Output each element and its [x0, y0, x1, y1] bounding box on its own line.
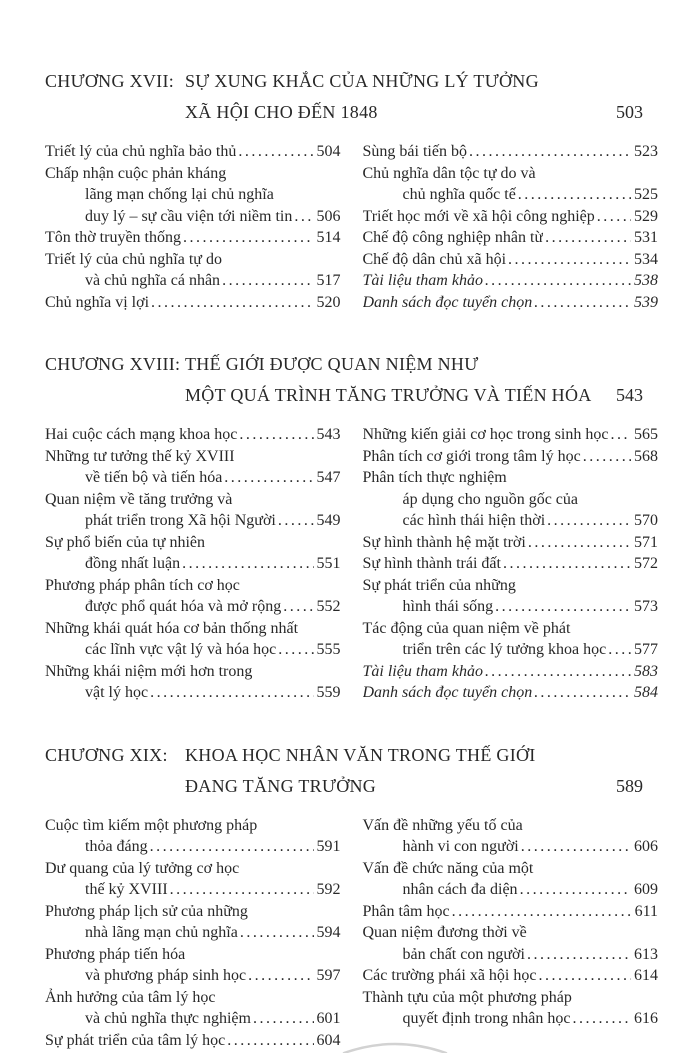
dot-leader	[251, 1008, 314, 1030]
entry-page-number: 577	[634, 641, 658, 658]
toc-entry	[45, 446, 341, 489]
entry-text: chủ nghĩa quốc tế	[402, 186, 516, 203]
dot-leader	[516, 184, 631, 206]
entry-line	[45, 553, 341, 575]
entry-text: được phổ quát hóa và mở rộng	[85, 598, 282, 615]
entry-line	[363, 446, 659, 468]
entry-text: nhân cách đa diện	[402, 881, 518, 898]
toc-entry	[363, 858, 659, 901]
toc-entry	[45, 489, 341, 532]
entry-line: Dư quang của lý tưởng cơ học	[45, 859, 240, 877]
toc-entry	[45, 424, 341, 446]
entry-line: Những khái niệm mới hơn trong	[45, 662, 253, 680]
chapter-label: CHƯƠNG XVII:	[45, 71, 175, 91]
entry-line	[363, 596, 659, 618]
entry-text: Triết lý của chủ nghĩa bảo thủ	[45, 143, 237, 160]
toc-column	[45, 141, 341, 313]
dot-leader	[501, 553, 631, 575]
entry-line: Tác động của quan niệm về phát	[362, 619, 571, 637]
dot-leader	[450, 901, 632, 923]
entry-text: Tài liệu tham khảo	[362, 272, 483, 289]
dot-leader	[180, 553, 313, 575]
entry-page-number: 538	[634, 272, 658, 289]
entry-line	[363, 661, 659, 683]
entry-line	[363, 510, 659, 532]
dot-leader	[543, 227, 631, 249]
chapter-title-line: ĐANG TĂNG TRƯỞNG	[185, 775, 377, 796]
dot-leader	[525, 944, 631, 966]
entry-line	[363, 639, 659, 661]
dot-leader	[526, 532, 631, 554]
dot-leader	[237, 424, 313, 446]
entry-page-number: 568	[634, 447, 658, 465]
entry-line: Phân tích thực nghiệm	[362, 469, 507, 486]
toc-column	[45, 815, 341, 1052]
entry-text: Sự hình thành trái đất	[362, 555, 501, 572]
dot-leader	[518, 879, 631, 901]
entry-page-number: 614	[634, 967, 658, 984]
entry-page-number: 597	[316, 967, 341, 984]
entry-line	[45, 141, 341, 163]
chapter-title-line: MỘT QUÁ TRÌNH TĂNG TRƯỞNG VÀ TIẾN HÓA	[185, 385, 592, 405]
toc-entry	[45, 661, 341, 704]
toc-entry	[363, 227, 659, 249]
entry-page-number: 523	[634, 143, 658, 160]
entry-text: về tiến bộ và tiến hóa	[85, 469, 223, 486]
entry-line	[363, 249, 659, 271]
entry-line	[363, 270, 659, 292]
toc-entry	[363, 682, 659, 704]
entry-page-number: 594	[316, 924, 341, 941]
dot-leader	[570, 1008, 631, 1030]
toc-entry	[363, 270, 659, 292]
entry-line: Sự phát triển của những	[362, 576, 516, 594]
entry-line	[45, 1008, 341, 1030]
dot-leader	[292, 206, 313, 228]
entry-line	[363, 184, 659, 206]
entry-text: Chế độ công nghiệp nhân từ	[362, 229, 544, 246]
entry-line	[363, 901, 659, 923]
toc-entry	[363, 206, 659, 228]
chapter-label: CHƯƠNG XIX:	[45, 744, 168, 765]
entry-text: Phân tâm học	[362, 902, 450, 920]
entry-line: Phương pháp lịch sử của những	[45, 902, 248, 920]
entry-line	[45, 467, 341, 489]
entry-page-number: 517	[316, 272, 341, 289]
chapter-header	[45, 740, 658, 802]
entry-text: Sự phát triển của tâm lý học	[45, 1031, 226, 1049]
entry-page-number: 613	[634, 945, 658, 963]
entry-line	[363, 944, 659, 966]
entry-text: duy lý – sự cầu viện tới niềm tin	[85, 207, 293, 225]
entry-line: Vấn đề chức năng của một	[362, 859, 534, 877]
chapter-section	[45, 349, 658, 704]
entry-line	[363, 553, 659, 575]
entry-line: Thành tựu của một phương pháp	[362, 988, 572, 1006]
entry-line	[363, 1008, 659, 1030]
entry-line	[45, 922, 341, 944]
chapter-title	[185, 66, 604, 128]
entry-line	[45, 206, 341, 228]
entry-line	[45, 879, 341, 901]
dot-leader	[181, 227, 314, 249]
chapter-title	[185, 740, 604, 802]
entry-line	[363, 879, 659, 901]
entry-line	[45, 836, 341, 858]
entry-line: lãng mạn chống lại chủ nghĩa	[85, 186, 274, 203]
entry-text: Danh sách đọc tuyển chọn	[362, 293, 533, 311]
entry-text: các hình thái hiện thời	[402, 512, 546, 529]
dot-leader	[148, 682, 313, 704]
entry-line	[363, 532, 659, 554]
entry-text: Hai cuộc cách mạng khoa học	[45, 426, 238, 443]
entry-line	[45, 1030, 341, 1052]
entry-line	[45, 639, 341, 661]
entry-page-number: 611	[634, 902, 658, 920]
entry-line	[45, 424, 341, 446]
entry-line: Ảnh hưởng của tâm lý học	[45, 988, 216, 1006]
entry-line	[363, 292, 659, 314]
toc-column	[363, 424, 659, 704]
entry-page-number: 549	[316, 512, 341, 529]
entry-text: Chủ nghĩa vị lợi	[45, 293, 150, 311]
entry-page-number: 573	[634, 598, 658, 615]
entry-line	[363, 141, 659, 163]
dot-leader	[532, 292, 631, 314]
entry-line: Quan niệm về tăng trưởng và	[45, 490, 233, 508]
entry-text: Triết học mới về xã hội công nghiệp	[362, 207, 595, 225]
entry-page-number: 591	[316, 838, 341, 855]
entry-line	[45, 965, 341, 987]
entry-line	[363, 682, 659, 704]
dot-leader	[483, 661, 631, 683]
dot-leader	[483, 270, 631, 292]
entry-page-number: 525	[634, 186, 658, 203]
entry-page-number: 572	[634, 555, 658, 572]
dot-leader	[532, 682, 631, 704]
toc-columns	[45, 815, 658, 1052]
entry-text: Sùng bái tiến bộ	[362, 143, 467, 160]
chapter-header	[45, 66, 658, 128]
toc-entry	[363, 553, 659, 575]
entry-page-number: 551	[316, 555, 341, 572]
entry-text: các lĩnh vực vật lý và hóa học	[85, 641, 277, 658]
entry-page-number: 584	[634, 684, 658, 701]
dot-leader	[246, 965, 313, 987]
toc-entry	[363, 965, 659, 987]
dot-leader	[276, 510, 314, 532]
entry-page-number: 506	[316, 207, 341, 225]
entry-page-number: 571	[634, 533, 658, 551]
toc-entry	[363, 249, 659, 271]
chapter-title-line: KHOA HỌC NHÂN VĂN TRONG THẾ GIỚI	[185, 744, 536, 765]
entry-text: hành vi con người	[402, 838, 519, 855]
entry-page-number: 565	[634, 426, 658, 443]
entry-text: hình thái sống	[402, 598, 494, 615]
entry-line: Sự phổ biến của tự nhiên	[45, 533, 205, 551]
entry-text: vật lý học	[85, 684, 149, 701]
dot-leader	[606, 639, 631, 661]
toc-columns	[45, 141, 658, 313]
entry-text: và phương pháp sinh học	[85, 967, 247, 984]
entry-page-number: 547	[316, 469, 341, 486]
toc-entry	[45, 858, 341, 901]
entry-line	[363, 206, 659, 228]
entry-line: Phương pháp tiến hóa	[45, 945, 186, 963]
entry-line: Triết lý của chủ nghĩa tự do	[45, 250, 222, 268]
toc-entry	[363, 446, 659, 468]
toc-entry	[45, 249, 341, 292]
toc-entry	[45, 575, 341, 618]
entry-line: Những khái quát hóa cơ bản thống nhất	[45, 619, 299, 637]
entry-page-number: 504	[316, 143, 341, 160]
toc-entry	[363, 163, 659, 206]
entry-line	[45, 596, 341, 618]
toc-column	[363, 815, 659, 1052]
entry-line	[363, 227, 659, 249]
entry-text: Danh sách đọc tuyển chọn	[362, 684, 533, 701]
chapter-header	[45, 349, 658, 411]
entry-page-number: 520	[316, 293, 341, 311]
dot-leader	[238, 922, 314, 944]
entry-page-number: 604	[316, 1031, 341, 1049]
dot-leader	[595, 206, 631, 228]
toc-entry	[363, 467, 659, 532]
toc-sections	[45, 66, 658, 1051]
entry-text: Sự hình thành hệ mặt trời	[362, 533, 526, 551]
chapter-title	[185, 349, 604, 411]
toc-entry	[45, 987, 341, 1030]
entry-page-number: 552	[316, 598, 341, 615]
entry-text: bản chất con người	[402, 945, 525, 963]
entry-line	[45, 682, 341, 704]
entry-page-number: 609	[634, 881, 658, 898]
chapter-page-number: 589	[616, 775, 643, 796]
entry-text: Tôn thờ truyền thống	[45, 229, 181, 246]
entry-text: Tài liệu tham khảo	[362, 662, 483, 680]
dot-leader	[276, 639, 313, 661]
toc-entry	[363, 815, 659, 858]
toc-entry	[45, 618, 341, 661]
toc-column	[45, 424, 341, 704]
entry-page-number: 529	[634, 207, 658, 225]
chapter-title-line: SỰ XUNG KHẮC CỦA NHỮNG LÝ TƯỞNG	[185, 71, 539, 91]
toc-columns	[45, 424, 658, 704]
chapter-section	[45, 66, 658, 313]
toc-entry	[363, 141, 659, 163]
chapter-label: CHƯƠNG XVIII:	[45, 354, 181, 374]
entry-page-number: 592	[316, 881, 341, 898]
dot-leader	[225, 1030, 313, 1052]
dot-leader	[608, 424, 631, 446]
chapter-title-line: XÃ HỘI CHO ĐẾN 1848	[185, 102, 378, 122]
toc-entry	[363, 532, 659, 554]
dot-leader	[467, 141, 631, 163]
entry-text: quyết định trong nhân học	[402, 1010, 571, 1027]
toc-entry	[363, 292, 659, 314]
entry-line: Chấp nhận cuộc phản kháng	[45, 164, 227, 182]
toc-entry	[45, 163, 341, 228]
entry-page-number: 570	[634, 512, 658, 529]
dot-leader	[222, 467, 313, 489]
entry-text: triển trên các lý tưởng khoa học	[402, 641, 607, 658]
dot-leader	[545, 510, 631, 532]
entry-line	[363, 965, 659, 987]
toc-entry	[45, 141, 341, 163]
toc-entry	[45, 292, 341, 314]
dot-leader	[148, 836, 314, 858]
entry-text: phát triển trong Xã hội Người	[85, 512, 276, 529]
entry-page-number: 531	[634, 229, 658, 246]
entry-page-number: 616	[634, 1010, 658, 1027]
toc-entry	[45, 1030, 341, 1052]
toc-entry	[363, 901, 659, 923]
entry-line	[363, 424, 659, 446]
chapter-page-number: 503	[616, 102, 643, 122]
toc-column	[363, 141, 659, 313]
toc-entry	[363, 922, 659, 965]
toc-entry	[363, 424, 659, 446]
entry-text: Các trường phái xã hội học	[362, 967, 537, 984]
entry-text: Những kiến giải cơ học trong sinh học	[362, 426, 609, 443]
dot-leader	[581, 446, 631, 468]
chapter-title-line: THẾ GIỚI ĐƯỢC QUAN NIỆM NHƯ	[185, 354, 479, 374]
entry-page-number: 539	[634, 293, 658, 311]
entry-page-number: 606	[634, 838, 658, 855]
entry-text: Phân tích cơ giới trong tâm lý học	[362, 447, 581, 465]
entry-text: thỏa đáng	[85, 838, 148, 855]
entry-line: Quan niệm đương thời về	[362, 924, 527, 941]
toc-entry	[363, 987, 659, 1030]
entry-text: Chế độ dân chủ xã hội	[362, 250, 507, 268]
toc-entry	[45, 944, 341, 987]
entry-line: áp dụng cho nguồn gốc của	[402, 490, 579, 508]
entry-line: Những tư tưởng thế kỷ XVIII	[45, 447, 235, 465]
entry-text: đồng nhất luận	[85, 555, 181, 572]
dot-leader	[536, 965, 631, 987]
dot-leader	[220, 270, 313, 292]
dot-leader	[149, 292, 313, 314]
dot-leader	[168, 879, 314, 901]
chapter-page-number: 543	[616, 385, 643, 405]
toc-entry	[363, 575, 659, 618]
entry-text: thế kỷ XVIII	[85, 881, 168, 898]
entry-text: và chủ nghĩa thực nghiệm	[85, 1010, 251, 1027]
toc-entry	[363, 618, 659, 661]
entry-page-number: 534	[634, 250, 658, 268]
dot-leader	[281, 596, 313, 618]
entry-page-number: 543	[316, 426, 341, 443]
dot-leader	[519, 836, 631, 858]
entry-line: Cuộc tìm kiếm một phương pháp	[45, 816, 258, 834]
dot-leader	[506, 249, 631, 271]
entry-line	[363, 836, 659, 858]
dot-leader	[236, 141, 313, 163]
entry-text: nhà lãng mạn chủ nghĩa	[85, 924, 238, 941]
entry-page-number: 601	[316, 1010, 341, 1027]
toc-entry	[45, 815, 341, 858]
page-curl-icon	[340, 1034, 450, 1053]
entry-line: Vấn đề những yếu tố của	[362, 816, 523, 834]
entry-line: Phương pháp phân tích cơ học	[45, 576, 240, 594]
chapter-section	[45, 740, 658, 1052]
dot-leader	[493, 596, 631, 618]
entry-page-number: 555	[316, 641, 341, 658]
entry-page-number: 583	[634, 662, 658, 680]
entry-text: và chủ nghĩa cá nhân	[85, 272, 221, 289]
entry-line	[45, 510, 341, 532]
toc-entry	[45, 227, 341, 249]
toc-entry	[45, 532, 341, 575]
entry-line	[45, 292, 341, 314]
entry-page-number: 559	[316, 684, 341, 701]
entry-line	[45, 270, 341, 292]
entry-page-number: 514	[316, 229, 341, 246]
entry-line: Chủ nghĩa dân tộc tự do và	[362, 164, 536, 182]
toc-entry	[363, 661, 659, 683]
entry-line	[45, 227, 341, 249]
toc-entry	[45, 901, 341, 944]
